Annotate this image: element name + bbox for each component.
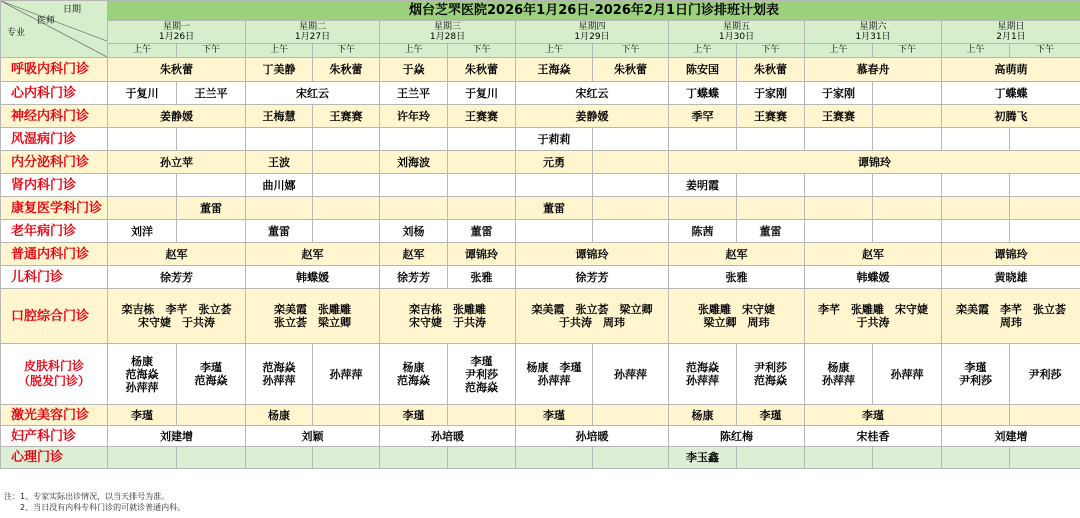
schedule-cell: 李瑾: [108, 405, 177, 426]
schedule-cell: [805, 174, 873, 197]
schedule-cell: [1010, 128, 1080, 151]
table-row: [1, 266, 1080, 289]
schedule-cell: [380, 197, 448, 220]
schedule-cell: 杨康 孙萍萍: [805, 344, 873, 405]
schedule-cell: 黄晓雄: [942, 266, 1080, 289]
schedule-cell: 赵军: [805, 243, 942, 266]
corner-header: [1, 1, 108, 58]
schedule-cell: 孙萍萍: [593, 344, 669, 405]
schedule-cell: 张雅: [669, 266, 805, 289]
schedule-cell: [873, 174, 942, 197]
schedule-cell: [448, 151, 516, 174]
schedule-cell: [313, 447, 380, 469]
schedule-cell: [669, 128, 737, 151]
schedule-cell: 尹利莎 范海焱: [737, 344, 805, 405]
schedule-cell: 王波: [246, 151, 313, 174]
table-row: [1, 128, 1080, 151]
schedule-cell: 徐芳芳: [516, 266, 669, 289]
schedule-cell: [669, 197, 737, 220]
schedule-cell: 范海焱 孙萍萍: [669, 344, 737, 405]
schedule-cell: 韩蝶媛: [805, 266, 942, 289]
schedule-cell: 赵军: [380, 243, 448, 266]
dept-name: 普通内科门诊: [1, 243, 108, 266]
page-title: 烟台芝罘医院2026年1月26日-2026年2月1日门诊排班计划表: [108, 1, 1080, 21]
table-row: [1, 220, 1080, 243]
schedule-cell: 杨康: [669, 405, 737, 426]
schedule-cell: [313, 151, 380, 174]
dept-name: 儿科门诊: [1, 266, 108, 289]
schedule-cell: 朱秋蕾: [448, 58, 516, 82]
dept-name: 内分泌科门诊: [1, 151, 108, 174]
schedule-cell: [177, 405, 246, 426]
day-weekday: 星期四: [578, 22, 606, 32]
schedule-cell: 谭锦玲: [516, 243, 669, 266]
schedule-cell: 朱秋蕾: [313, 58, 380, 82]
schedule-cell: [873, 197, 942, 220]
table-row: [1, 344, 1080, 405]
schedule-cell: 朱秋蕾: [593, 58, 669, 82]
schedule-cell: [873, 220, 942, 243]
schedule-cell: 宋红云: [516, 82, 669, 105]
day-header-3: [380, 21, 516, 44]
schedule-cell: [313, 405, 380, 426]
corner-doctor-label: 医师: [37, 16, 56, 26]
table-row: [1, 289, 1080, 344]
schedule-cell: 赵军: [246, 243, 380, 266]
schedule-cell: 朱秋蕾: [108, 58, 246, 82]
schedule-cell: 许年玲: [380, 105, 448, 128]
schedule-cell: [448, 197, 516, 220]
day-header-4: [516, 21, 669, 44]
schedule-cell: [942, 405, 1010, 426]
schedule-cell: 刘杨: [380, 220, 448, 243]
schedule-cell: [313, 174, 380, 197]
day-weekday: 星期五: [722, 22, 750, 32]
schedule-cell: [516, 447, 593, 469]
footnote-2: 2、当日没有内科专科门诊的可就诊普通内科。: [4, 503, 186, 512]
schedule-cell: [108, 174, 177, 197]
day-date: 1月30日: [718, 32, 755, 42]
pm-header: 下午: [593, 44, 669, 58]
schedule-cell: 于家刚: [805, 82, 873, 105]
day-date: 1月29日: [574, 32, 610, 42]
schedule-cell: [593, 447, 669, 469]
schedule-cell: 栾美霞 张雕雕 张立荟 梁立卿: [246, 289, 380, 344]
schedule-cell: 李瑾: [737, 405, 805, 426]
corner-dept-label: 专业: [7, 28, 26, 38]
schedule-cell: [942, 220, 1010, 243]
table-row: [1, 82, 1080, 105]
schedule-cell: [593, 405, 669, 426]
schedule-cell: [108, 128, 177, 151]
dept-name: 康复医学科门诊: [1, 197, 108, 220]
schedule-cell: 王兰平: [177, 82, 246, 105]
schedule-cell: [737, 447, 805, 469]
dept-name: 皮肤科门诊 （脱发门诊）: [1, 344, 108, 405]
schedule-cell: 李玉鑫: [669, 447, 737, 469]
schedule-cell: [313, 220, 380, 243]
schedule-cell: [873, 82, 942, 105]
schedule-cell: [380, 128, 448, 151]
schedule-cell: [448, 405, 516, 426]
schedule-cell: 赵军: [669, 243, 805, 266]
schedule-cell: [448, 447, 516, 469]
table-row: [1, 426, 1080, 447]
day-header-7: [942, 21, 1080, 44]
day-weekday: 星期一: [162, 22, 190, 32]
schedule-cell: 张雕雕 宋守婕 梁立卿 周玮: [669, 289, 805, 344]
schedule-cell: 陈安国: [669, 58, 737, 82]
schedule-cell: 王梅慧: [246, 105, 313, 128]
schedule-cell: 栾吉栋 张雕雕 宋守婕 于共涛: [380, 289, 516, 344]
schedule-cell: 丁蝶蝶: [669, 82, 737, 105]
schedule-cell: 谭锦玲: [448, 243, 516, 266]
schedule-cell: 孙培暖: [516, 426, 669, 447]
schedule-cell: 于莉莉: [516, 128, 593, 151]
schedule-cell: [737, 128, 805, 151]
schedule-cell: [1010, 405, 1080, 426]
schedule-cell: 初腾飞: [942, 105, 1080, 128]
schedule-cell: 朱秋蕾: [737, 58, 805, 82]
schedule-cell: [805, 447, 873, 469]
schedule-cell: 王兰平: [380, 82, 448, 105]
schedule-cell: [873, 105, 942, 128]
dept-name: 口腔综合门诊: [1, 289, 108, 344]
schedule-cell: 于复川: [448, 82, 516, 105]
schedule-cell: 曲川娜: [246, 174, 313, 197]
schedule-cell: 丁蝶蝶: [942, 82, 1080, 105]
pm-header: 下午: [177, 44, 246, 58]
am-header: 上午: [942, 44, 1010, 58]
schedule-cell: [516, 174, 593, 197]
schedule-cell: 栾美霞 张立荟 梁立卿 于共涛 周玮: [516, 289, 669, 344]
schedule-cell: 陈茜: [669, 220, 737, 243]
schedule-cell: 董雷: [246, 220, 313, 243]
dept-name: 心内科门诊: [1, 82, 108, 105]
schedule-cell: [805, 128, 873, 151]
schedule-cell: [593, 174, 669, 197]
schedule-cell: [873, 128, 942, 151]
schedule-cell: 李芊 张雕雕 宋守婕 于共涛: [805, 289, 942, 344]
schedule-cell: [593, 197, 669, 220]
schedule-cell: [448, 128, 516, 151]
table-row: [1, 447, 1080, 469]
schedule-cell: 张雅: [448, 266, 516, 289]
dept-name: 激光美容门诊: [1, 405, 108, 426]
schedule-cell: 刘建增: [108, 426, 246, 447]
schedule-cell: 谭锦玲: [942, 243, 1080, 266]
schedule-cell: 刘建增: [942, 426, 1080, 447]
day-date: 1月26日: [158, 32, 195, 42]
schedule-cell: [805, 197, 873, 220]
dept-name: 心理门诊: [1, 447, 108, 469]
am-header: 上午: [380, 44, 448, 58]
schedule-cell: 丁美静: [246, 58, 313, 82]
schedule-cell: [516, 220, 593, 243]
day-date: 1月27日: [294, 32, 331, 42]
schedule-cell: 王赛赛: [737, 105, 805, 128]
schedule-cell: [1010, 174, 1080, 197]
schedule-cell: 杨康 范海焱 孙萍萍: [108, 344, 177, 405]
schedule-cell: 王海焱: [516, 58, 593, 82]
day-date: 1月28日: [429, 32, 466, 42]
footnote-1: 注：1、专家实际出诊情况，以当天排号为准。: [4, 492, 170, 501]
am-header: 上午: [516, 44, 593, 58]
dept-name: 肾内科门诊: [1, 174, 108, 197]
pm-header: 下午: [737, 44, 805, 58]
schedule-cell: [448, 174, 516, 197]
schedule-cell: 季罕: [669, 105, 737, 128]
schedule-cell: 孙培暖: [380, 426, 516, 447]
schedule-cell: 徐芳芳: [108, 266, 246, 289]
schedule-cell: 孙萍萍: [873, 344, 942, 405]
schedule-cell: [593, 220, 669, 243]
schedule-cell: 姜静媛: [516, 105, 669, 128]
schedule-cell: 杨康 范海焱: [380, 344, 448, 405]
dept-name: 神经内科门诊: [1, 105, 108, 128]
schedule-cell: 李瑾 尹利莎 范海焱: [448, 344, 516, 405]
schedule-cell: 杨康: [246, 405, 313, 426]
schedule-cell: 于焱: [380, 58, 448, 82]
pm-header: 下午: [313, 44, 380, 58]
schedule-cell: [177, 174, 246, 197]
table-row: [1, 174, 1080, 197]
table-row: [1, 58, 1080, 82]
day-date: 1月31日: [855, 32, 891, 42]
schedule-cell: 孙萍萍: [313, 344, 380, 405]
schedule-cell: 董雷: [737, 220, 805, 243]
day-header-2: [246, 21, 380, 44]
dept-name: 老年病门诊: [1, 220, 108, 243]
schedule-cell: [380, 174, 448, 197]
am-header: 上午: [108, 44, 177, 58]
schedule-cell: 宋桂香: [805, 426, 942, 447]
schedule-cell: 于复川: [108, 82, 177, 105]
schedule-cell: 元勇: [516, 151, 593, 174]
table-row: [1, 105, 1080, 128]
schedule-cell: [737, 174, 805, 197]
schedule-cell: [942, 174, 1010, 197]
schedule-cell: 于家刚: [737, 82, 805, 105]
schedule-cell: [1010, 447, 1080, 469]
schedule-cell: [246, 197, 313, 220]
table-row: [1, 197, 1080, 220]
schedule-cell: 王赛赛: [313, 105, 380, 128]
corner-date-label: 日期: [62, 5, 81, 15]
schedule-cell: 刘海波: [380, 151, 448, 174]
schedule-cell: [873, 447, 942, 469]
schedule-cell: [942, 447, 1010, 469]
schedule-cell: 王赛赛: [448, 105, 516, 128]
table-row: [1, 243, 1080, 266]
am-header: 上午: [246, 44, 313, 58]
pm-header: 下午: [448, 44, 516, 58]
schedule-cell: 李瑾: [516, 405, 593, 426]
schedule-cell: 孙立苹: [108, 151, 246, 174]
schedule-cell: 范海焱 孙萍萍: [246, 344, 313, 405]
day-header-1: [108, 21, 246, 44]
schedule-cell: 韩蝶媛: [246, 266, 380, 289]
dept-name: 呼吸内科门诊: [1, 58, 108, 82]
schedule-cell: 董雷: [448, 220, 516, 243]
schedule-cell: 董雷: [177, 197, 246, 220]
footnotes: [4, 491, 185, 513]
day-header-6: [805, 21, 942, 44]
schedule-cell: 李瑾 尹利莎: [942, 344, 1010, 405]
schedule-cell: 徐芳芳: [380, 266, 448, 289]
schedule-cell: 姜明霞: [669, 174, 737, 197]
am-header: 上午: [669, 44, 737, 58]
am-header: 上午: [805, 44, 873, 58]
schedule-cell: [108, 197, 177, 220]
table-row: [1, 405, 1080, 426]
schedule-cell: [177, 220, 246, 243]
schedule-cell: [942, 197, 1010, 220]
table-row: [1, 151, 1080, 174]
schedule-cell: 李瑾 范海焱: [177, 344, 246, 405]
schedule-cell: [177, 447, 246, 469]
dept-name: 妇产科门诊: [1, 426, 108, 447]
schedule-cell: [108, 447, 177, 469]
schedule-cell: [177, 128, 246, 151]
schedule-cell: [593, 128, 669, 151]
schedule-cell: [246, 128, 313, 151]
schedule-cell: [805, 220, 873, 243]
schedule-cell: [1010, 197, 1080, 220]
day-date: 2月1日: [996, 32, 1026, 42]
schedule-cell: 栾吉栋 李芊 张立荟 宋守婕 于共涛: [108, 289, 246, 344]
schedule-cell: [313, 197, 380, 220]
pm-header: 下午: [873, 44, 942, 58]
schedule-cell: [942, 128, 1010, 151]
pm-header: 下午: [1010, 44, 1080, 58]
schedule-cell: [380, 447, 448, 469]
schedule-cell: 高萌萌: [942, 58, 1080, 82]
schedule-cell: 栾美霞 李芊 张立荟 周玮: [942, 289, 1080, 344]
schedule-cell: [313, 128, 380, 151]
schedule-cell: 陈红梅: [669, 426, 805, 447]
schedule-cell: 王赛赛: [805, 105, 873, 128]
schedule-cell: 刘洋: [108, 220, 177, 243]
day-header-5: [669, 21, 805, 44]
schedule-cell: 李瑾: [380, 405, 448, 426]
dept-name: 风湿病门诊: [1, 128, 108, 151]
schedule-cell: [593, 151, 669, 174]
schedule-cell: 尹利莎: [1010, 344, 1080, 405]
day-weekday: 星期三: [433, 22, 461, 32]
schedule-cell: 慕春舟: [805, 58, 942, 82]
schedule-cell: 宋红云: [246, 82, 380, 105]
schedule-cell: [1010, 220, 1080, 243]
schedule-cell: 董雷: [516, 197, 593, 220]
schedule-cell: 刘颖: [246, 426, 380, 447]
schedule-cell: 李瑾: [805, 405, 942, 426]
schedule-cell: 姜静媛: [108, 105, 246, 128]
day-weekday: 星期日: [997, 22, 1025, 32]
schedule-cell: 杨康 李瑾 孙萍萍: [516, 344, 593, 405]
schedule-cell: 谭锦玲: [669, 151, 1080, 174]
schedule-cell: [737, 197, 805, 220]
day-weekday: 星期二: [298, 22, 326, 32]
day-weekday: 星期六: [859, 22, 887, 32]
schedule-cell: [246, 447, 313, 469]
schedule-cell: 赵军: [108, 243, 246, 266]
